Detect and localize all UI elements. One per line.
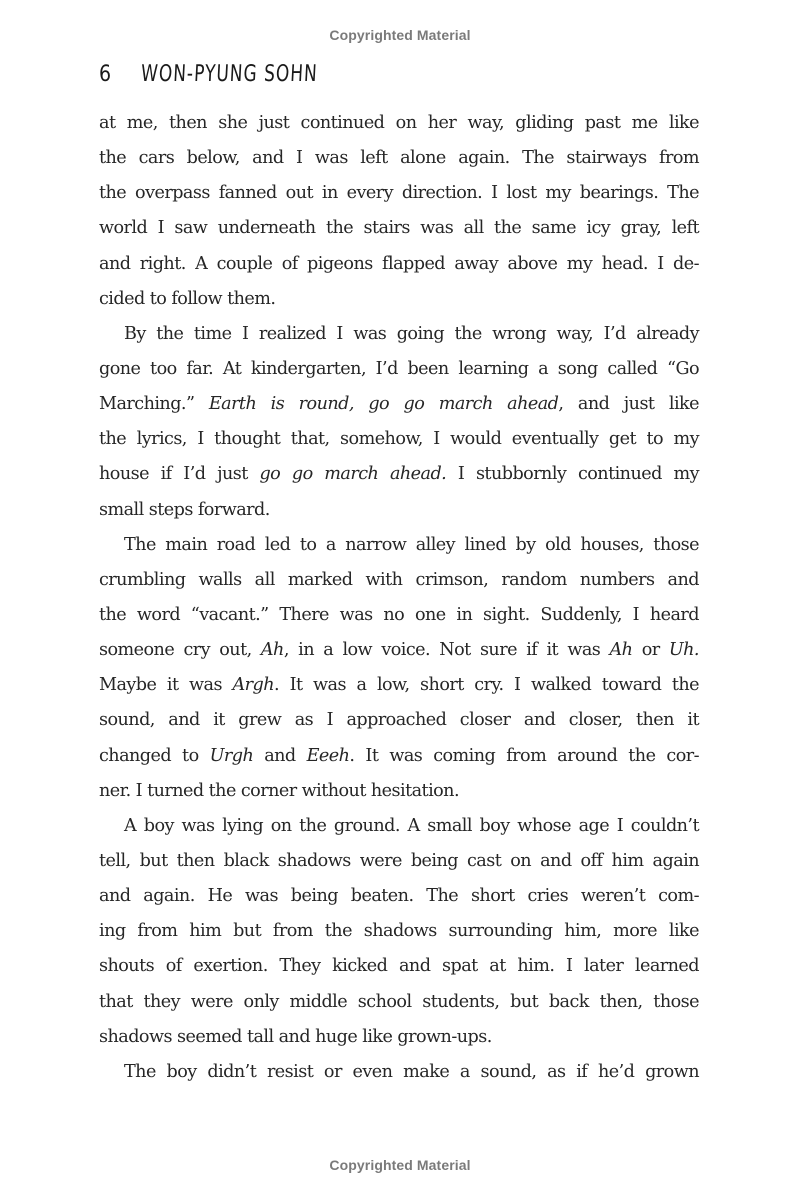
text-line [99, 176, 699, 211]
text-run: ing from him but from the shadows surrounding him, more like [99, 921, 699, 942]
text-run: shadows seemed tall and huge like grown-ups. [99, 1026, 492, 1047]
paragraph [99, 317, 699, 528]
text-run: tell, but then black shadows were being cast on and off him again [99, 850, 699, 871]
italic-text: Urgh [209, 745, 254, 766]
text-run: . It was coming from around the cor- [349, 745, 699, 766]
italic-text: Argh [232, 675, 274, 696]
text-line [99, 141, 699, 176]
paragraph [99, 809, 699, 1055]
text-line [99, 844, 699, 879]
text-line [99, 668, 699, 703]
text-line [99, 949, 699, 984]
text-run: someone cry out, [99, 640, 261, 661]
text-line [99, 703, 699, 738]
text-line [99, 598, 699, 633]
italic-text: Eeeh [306, 745, 350, 766]
text-run: and again. He was being beaten. The short cries weren’t com- [99, 886, 699, 907]
text-line [99, 914, 699, 949]
text-run: the cars below, and I was left alone again. The stairways from [99, 148, 699, 169]
text-line [99, 106, 699, 141]
text-run: A boy was lying on the ground. A small boy whose age I couldn’t [124, 815, 699, 836]
text-run: small steps forward. [99, 499, 270, 520]
text-line [99, 985, 699, 1020]
page-number: 6 [99, 61, 112, 87]
text-line [99, 317, 699, 352]
text-line [99, 809, 699, 844]
text-run: and [253, 745, 307, 766]
text-run: shouts of exertion. They kicked and spat at him. I later learned [99, 956, 699, 977]
text-run: , and just like [558, 394, 700, 415]
paragraph [99, 1055, 699, 1090]
italic-text: Ah [260, 640, 284, 661]
text-line [99, 528, 699, 563]
text-line [99, 247, 699, 282]
text-line [99, 457, 699, 492]
text-run: and right. A couple of pigeons flapped away above my head. I de- [99, 253, 699, 274]
text-run: gone too far. At kindergarten, I’d been learning a song called “Go [99, 358, 699, 379]
copyright-watermark-top: Copyrighted Material [329, 27, 471, 43]
text-run: The main road led to a narrow alley lined by old houses, those [124, 534, 699, 555]
text-line [99, 282, 699, 317]
text-line [99, 563, 699, 598]
text-run: or [632, 640, 669, 661]
text-run: crumbling walls all marked with crimson, random numbers and [99, 569, 699, 590]
text-line [99, 1055, 699, 1090]
text-run: that they were only middle school students, but back then, those [99, 991, 699, 1012]
paragraph [99, 528, 699, 809]
text-run: sound, and it grew as I approached closer and closer, then it [99, 710, 699, 731]
text-line [99, 739, 699, 774]
italic-text: go go march ahead. [259, 464, 447, 485]
text-line [99, 493, 699, 528]
italic-text: Uh. [668, 640, 699, 661]
text-run: world I saw underneath the stairs was all the same icy gray, left [99, 218, 699, 239]
body-text [99, 106, 699, 1090]
text-run: house if I’d just [99, 464, 260, 485]
text-run: . It was a low, short cry. I walked toward the [274, 675, 699, 696]
text-run: , in a low voice. Not sure if it was [283, 640, 610, 661]
text-run: The boy didn’t resist or even make a sound, as if he’d grown [124, 1061, 699, 1082]
author-name: WON-PYUNG SOHN [140, 60, 319, 88]
text-line [99, 211, 699, 246]
text-run: cided to follow them. [99, 288, 276, 309]
text-line [99, 1020, 699, 1055]
text-run: the overpass fanned out in every direction. I lost my bearings. The [99, 183, 699, 204]
text-line [99, 633, 699, 668]
text-run: at me, then she just continued on her way, gliding past me like [99, 113, 699, 133]
text-run: ner. I turned the corner without hesitation. [99, 780, 460, 801]
text-line [99, 387, 699, 422]
running-head [99, 60, 318, 88]
text-run: Maybe it was [99, 675, 233, 696]
text-line [99, 422, 699, 457]
copyright-watermark-bottom: Copyrighted Material [329, 1157, 471, 1173]
text-run: the word “vacant.” There was no one in sight. Suddenly, I heard [99, 604, 699, 625]
italic-text: Earth is round, go go march ahead [208, 394, 559, 415]
italic-text: Ah [609, 640, 633, 661]
text-run: By the time I realized I was going the wrong way, I’d already [124, 323, 699, 344]
text-run: I stubbornly continued my [446, 464, 699, 485]
text-run: Marching.” [99, 394, 209, 415]
text-line [99, 879, 699, 914]
paragraph [99, 106, 699, 317]
text-run: the lyrics, I thought that, somehow, I would eventually get to my [99, 429, 699, 450]
text-line [99, 352, 699, 387]
text-run: changed to [99, 745, 210, 766]
text-line [99, 774, 699, 809]
